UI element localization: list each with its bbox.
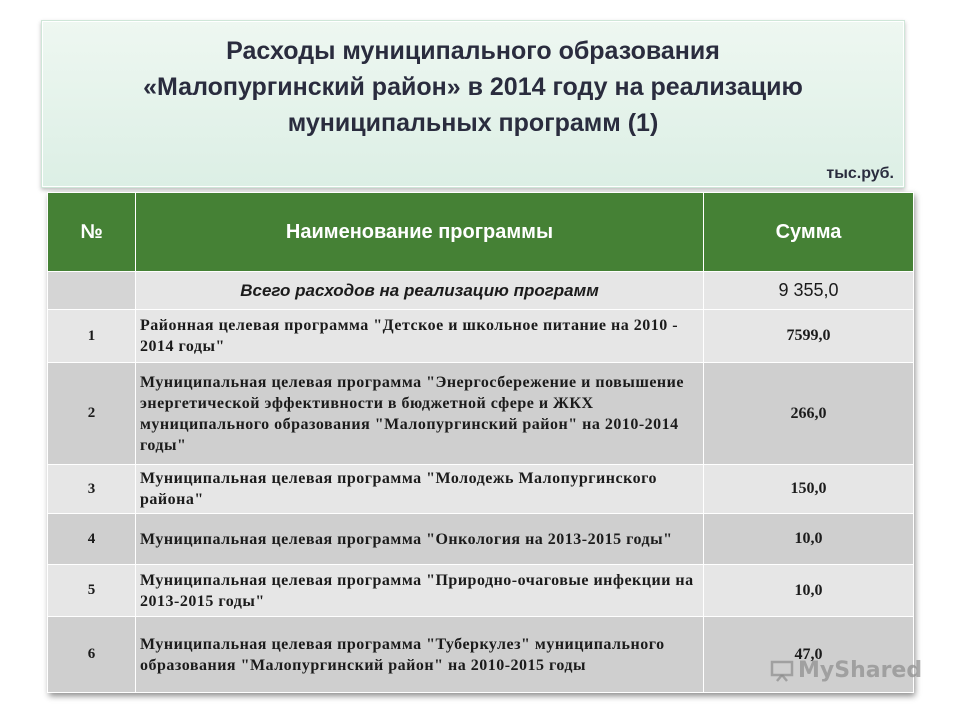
row-sum: 10,0 bbox=[704, 565, 914, 617]
row-name: Муниципальная целевая программа "Молодежь Малопургинского района" bbox=[136, 465, 704, 514]
table-row bbox=[48, 363, 914, 465]
row-name: Муниципальная целевая программа "Онкология на 2013-2015 годы" bbox=[136, 514, 704, 565]
row-sum: 10,0 bbox=[704, 514, 914, 565]
table-row bbox=[48, 514, 914, 565]
units-label: тыс.руб. bbox=[826, 165, 894, 182]
row-sum: 47,0 bbox=[704, 617, 914, 693]
watermark-text: MyShared bbox=[798, 658, 923, 683]
title-box bbox=[41, 20, 905, 188]
total-num-cell bbox=[48, 272, 136, 310]
header-num: № bbox=[48, 193, 136, 272]
header-name: Наименование программы bbox=[136, 193, 704, 272]
row-num: 6 bbox=[48, 617, 136, 693]
programs-table-wrapper bbox=[47, 192, 913, 693]
watermark bbox=[770, 658, 922, 683]
table-header-row bbox=[48, 193, 914, 272]
table-row bbox=[48, 465, 914, 514]
programs-table bbox=[47, 192, 914, 693]
presentation-icon bbox=[770, 660, 794, 682]
row-num: 1 bbox=[48, 310, 136, 363]
row-num: 3 bbox=[48, 465, 136, 514]
table-row-total bbox=[48, 272, 914, 310]
row-sum: 150,0 bbox=[704, 465, 914, 514]
row-name: Муниципальная целевая программа "Природно-очаговые инфекции на 2013-2015 годы" bbox=[136, 565, 704, 617]
title-line-3: муниципальных программ (1) bbox=[287, 109, 659, 137]
row-name: Муниципальная целевая программа "Туберкулез" муниципального образования "Малопургинский район" на 2010-2015 годы bbox=[136, 617, 704, 693]
row-sum: 266,0 bbox=[704, 363, 914, 465]
title-line-1: Расходы муниципального образования bbox=[226, 37, 720, 65]
row-num: 5 bbox=[48, 565, 136, 617]
header-sum: Сумма bbox=[704, 193, 914, 272]
row-name: Районная целевая программа "Детское и школьное питание на 2010 - 2014 годы" bbox=[136, 310, 704, 363]
page-title bbox=[42, 33, 904, 141]
title-line-2: «Малопургинский район» в 2014 году на реализацию bbox=[143, 73, 803, 101]
row-num: 4 bbox=[48, 514, 136, 565]
row-sum: 7599,0 bbox=[704, 310, 914, 363]
table-row bbox=[48, 565, 914, 617]
total-label: Всего расходов на реализацию программ bbox=[136, 272, 704, 310]
row-name: Муниципальная целевая программа "Энергосбережение и повышение энергетической эффективности в бюджетной сфере и ЖКХ муниципального образования "Малопургинский район" на 2010-2014 годы" bbox=[136, 363, 704, 465]
row-num: 2 bbox=[48, 363, 136, 465]
total-value: 9 355,0 bbox=[704, 272, 914, 310]
table-row bbox=[48, 310, 914, 363]
